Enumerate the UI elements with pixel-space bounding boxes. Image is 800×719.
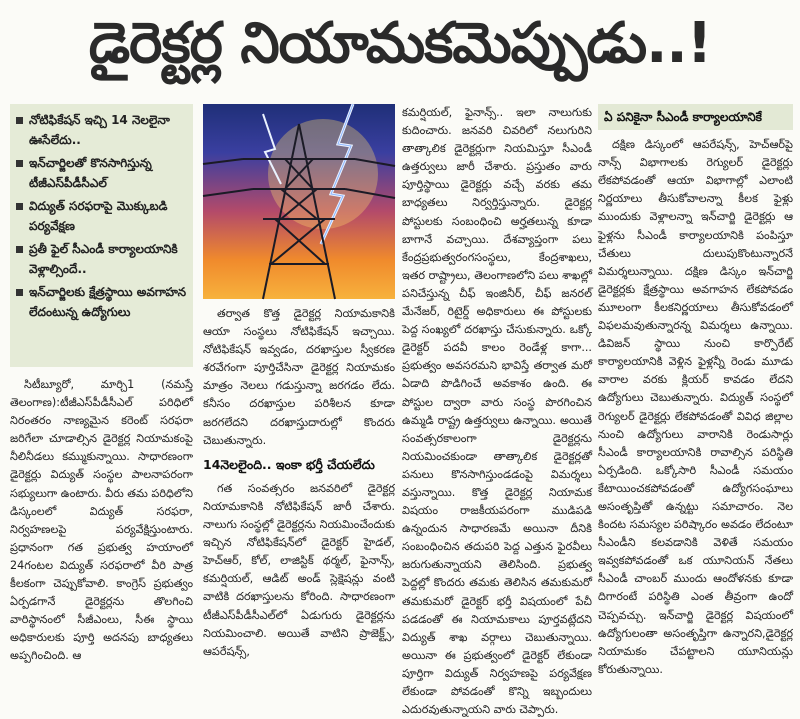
- highlight-item: నోటిఫికేషన్ ఇచ్చి 14 నెలలైనా ఊసేలేదు..: [14, 110, 187, 150]
- article-body-1: [10, 376, 193, 666]
- column-4: [598, 104, 793, 676]
- highlight-item: ప్రతీ ఫైల్ సీఎండీ కార్యాలయానికి వెళ్లాల్సిందే..: [14, 239, 187, 279]
- highlight-item: ఇన్‌చార్జిలతో కొనసాగిస్తున్న టీజీఎస్‌పీడీసీఎల్: [14, 153, 187, 193]
- power-tower-photo: [203, 104, 395, 299]
- highlight-item: ఇన్‌చార్జిలకు క్షేత్రస్థాయి అవగాహన లేదంటున్న ఉద్యోగులు: [14, 282, 187, 322]
- bullet-icon: [16, 246, 23, 253]
- column-3: [402, 104, 592, 717]
- paragraph: సిటీబ్యూరో, మార్చి1 (నమస్తే తెలంగాణ):టీజీఎస్‌పీడీసీఎల్ పరిధిలో నిరంతరం నాణ్యమైన కరెంట్ సరఫరా జరిగేలా చూడాల్సిన డైరెక్టర్ల నియామకంపై నీలినీడలు కమ్ముకున్నాయి. సాధారణంగా డైరెక్టర్లు విద్యుత్ సంస్థల పాలనాపరంగా సభ్యులుగా ఉంటారు. వీరు తమ పరిధిలోని డిస్కంలలో విద్యుత్ సరఫరా, నిర్వహణలపై పర్యవేక్షిస్తుంటారు. ప్రధానంగా గత ప్రభుత్వ హయాంలో 24గంటల విద్యుత్ సరఫరాలో వీరి పాత్ర కీలకంగా చెప్పుకోవాలి. కాంగ్రెస్ ప్రభుత్వం ఏర్పడగానే డైరెక్టర్లను తొలగించి వారిస్థానంలో సీజీఎంలు, సీఈ స్థాయి అధికారులకు పూర్తి అదనపు బాధ్యతలు అప్పగించింది. ఆ: [10, 378, 193, 663]
- transmission-tower-icon: [203, 104, 395, 299]
- column-2: [203, 104, 395, 658]
- paragraph: తర్వాత కొత్త డైరెక్టర్ల నియామకానికి ఆయా సంస్థలు నోటిఫికేషన్ ఇచ్చాయి. నోటిఫికేషన్ ఇవ్వడం, దరఖాస్తుల స్వీకరణ శరవేగంగా పూర్తిచేసినా డైరెక్టర్ల నియామకం మాత్రం నెలలు గడుస్తున్నా జరగడం లేదు. కనీసం దరఖాస్తుల పరిశీలన కూడా జరగలేదని దరఖాస్తుదారుల్లో కొందరు చెబుతున్నారు.: [203, 307, 395, 447]
- paragraph: దక్షిణ డిస్కంలో ఆపరేషన్స్, హెచ్‌ఆర్‌పై నాన్స్ విభాగాలకు రెగ్యులర్ డైరెక్టర్లు లేకపోవడంతో ఆయా విభాగాల్లో ఎలాంటి నిర్ణయాలు తీసుకోవాలన్నా కీలక ఫైళ్లు ముందుకు వెళ్లాలన్నా ఇన్‌చార్జి డైరెక్టర్లు ఆ ఫైళ్లను సీఎండీ కార్యాలయానికి పంపిస్తూ చేతులు దులుపుకొంటున్నారనే విమర్శలున్నాయి. దక్షిణ డిస్కం ఇన్‌చార్జి డైరెక్టర్లకు క్షేత్రస్థాయి అవగాహన లేకపోవడం మూలంగా కీలకనిర్ణయాలు తీసుకోవడంలో విఫలమవుతున్నారన్న విమర్శలు ఉన్నాయి. డివిజన్ స్థాయి నుంచి కార్పొరేట్ కార్యాలయానికి వెళ్లిన ఫైళ్లన్నీ రెండు మూడు వారాల వరకు క్లియర్ కావడం లేదని ఉద్యోగులు చెబుతున్నారు. విద్యుత్ సంస్థలో రెగ్యులర్ డైరెక్టర్లు లేకపోవడంతో వివిధ జిల్లాల నుంచి ఉద్యోగులు వారానికి రెండుసార్లు సీఎండీ కార్యాలయానికి రావాల్సిన పరిస్థితి ఏర్పడింది. ఒక్కోసారి సీఎండీ సమయం కేటాయించకపోవడంతో ఉద్యోగసంఘాలు అసంతృప్తితో ఉన్నట్టు సమాచారం. నెల కిందట సమస్యల పరిష్కారం అవడం లేదంటూ సీఎండీని కలవడానికి వెళితే సమయం ఇవ్వకపోవడంతో ఒక యూనియన్ నేతలు సీఎండీ చాంబర్ ముందు ఆందోళనకు కూడా దిగారంటే పరిస్థితి ఎంత తీవ్రంగా ఉందో చెప్పవచ్చు. ఇన్‌చార్జి డైరెక్టర్ల విషయంలో ఉద్యోగులంతా అసంతృప్తిగా ఉన్నారని,డైరెక్టర్ల నియామకం చేపట్టాలని యూనియన్లు కోరుతున్నాయి.: [598, 138, 793, 676]
- article-body-3: [402, 104, 592, 719]
- section-subheading: ఏ పనికైనా సీఎండీ కార్యాలయానికే: [598, 104, 793, 130]
- subheading: 14నెలలైంది.. ఇంకా భర్తీ చేయలేదు: [203, 456, 375, 472]
- headline: డైరెక్టర్ల నియామకమెప్పుడు..!: [88, 10, 712, 76]
- bullet-icon: [16, 160, 23, 167]
- paragraph: గత సంవత్సరం జనవరిలో డైరెక్టర్ల నియామకానికి నోటిఫికేషన్ జారీ చేశారు. నాలుగు సంస్థల్లో డైరెక్టర్లను నియమించేందుకు ఇచ్చిన నోటిఫికేషన్‌లో డైరెక్టర్ హైడల్, హెచ్‌ఆర్, కోల్, లాజిస్టిక్ థర్మల్, ఫైనాన్స్, కమర్షియల్, ఆడిట్ అండ్ స్లెక్షెషన్లు వంటి వాటికి దరఖాస్తులను కోరింది. సాధారణంగా టీజీఎస్‌పీడీసీఎల్‌లో ఏడుగురు డైరెక్టర్లను నియమించాలి. అయితే వాటిని ప్రాజెక్ట్స్, ఆపరేషన్స్,: [203, 481, 395, 658]
- bullet-icon: [16, 117, 23, 124]
- bullet-icon: [16, 289, 23, 296]
- highlight-item: విద్యుత్ సరఫరాపై మొక్కుబడి పర్యవేక్షణ: [14, 196, 187, 236]
- bullet-icon: [16, 203, 23, 210]
- paragraph: కమర్షియల్, ఫైనాన్స్.. ఇలా నాలుగుకు కుదించారు. జనవరి చివరిలో నలుగురిని తాత్కాలిక డైరెక్టర్లుగా నియమిస్తూ సీఎండీ ఉత్తర్వులు జారీ చేశారు. ప్రస్తుతం వారు పూర్తిస్థాయి డైరెక్టర్లు వచ్చే వరకు తమ బాధ్యతలు నిర్వర్తిస్తున్నారు. డైరెక్టర్ల పోస్టులకు సంబంధించి అర్హతలున్న కూడా బాగానే వచ్చాయి. దేశవ్యాప్తంగా పలు కేంద్రప్రభుత్వరంగసంస్థలు, కేంద్రశాఖలు, ఇతర రాష్ట్రాలు, తెలంగాణలోని పలు శాఖల్లో పనిచేస్తున్న చీఫ్ ఇంజినీర్, చీఫ్ జనరల్ మేనేజర్, రిటైర్డ్ అధికారులు ఈ పోస్టులకు పెద్ద సంఖ్యలో దరఖాస్తు చేసుకున్నారు. ఒక్కో డైరెక్టర్ పదవీ కాలం రెండేళ్ల కాగా... ప్రభుత్వం అవసరమని భావిస్తే తర్వాత మరో ఏడాది పొడిగించే అవకాశం ఉంది. ఈ పోస్టుల ద్వారా వారు సంస్థ పొరగించిన ఉమ్మడి రాష్ట్ర ఉత్తర్వులు ఉన్నాయి. అయితే సంవత్సరకాలంగా డైరెక్టర్లను నియమించకుండా తాత్కాలిక డైరెక్టర్లతో పనులు కొనసాగిస్తుండడంపై విమర్శలు వస్తున్నాయి. కొత్త డైరెక్టర్ల నియామక విషయం రాజకీయపరంగా ముడిపడి ఉన్నందున సాధారణమే అయినా దీనికి సంబంధించిన తదుపరి పెద్ద ఎత్తున ఫైరవీలు జరుగుతున్నాయని తెలిసింది. ప్రభుత్వ పెద్దల్లో కొందరు తమకు తెలిసిన తమకుమరో తమకుమరో డైరెక్టర్ భర్తీ విషయంలో పేచీ పడడంతో ఈ నియామకాలు పూర్తవట్లేదని విద్యుత్ శాఖ వర్గాలు చెబుతున్నాయి. అయినా ఈ ప్రభుత్వంలో డైరెక్టర్ లేకుండా పూర్తిగా విద్యుత్ నిర్వహణపై పర్యవేక్షణ లేకుండా పోవడంతో కొన్ని ఇబ్బందులు ఎదురవుతున్నాయని వారు చెప్పారు.: [402, 106, 592, 717]
- column-1: [10, 104, 193, 663]
- highlights-box: [10, 104, 193, 367]
